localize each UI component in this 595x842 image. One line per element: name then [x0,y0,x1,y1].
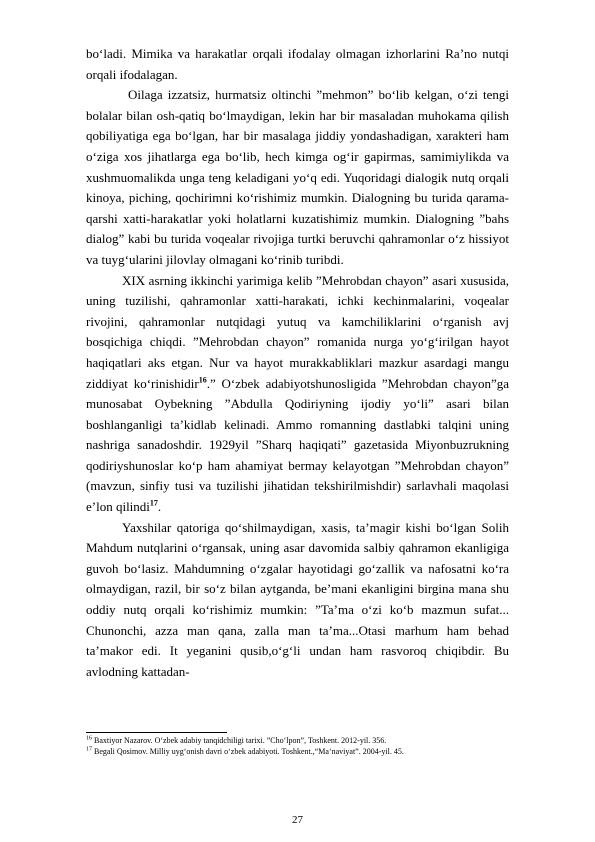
footnotes [86,735,509,757]
footnote-separator [86,732,227,733]
paragraph-text: XIX asrning ikkinchi yarimiga kelib ”Mehrobdan chayon” asari xususida, uning tuzilishi, qahramonlar xatti-harakati, ichki kechinmalarini, voqealar rivojini, qahramonlar nutqidagi yutuq va kamchiliklarini oʻrganish avj bosqichiga chiqdi. ”Mehrobdan chayon” romanida nurga yoʻgʻirilgan hayot haqiqatlari aks etgan. Nur va hayot murakkabliklari mazkur asardagi mangu ziddiyat koʻrinishidir [86,272,509,391]
body-text [86,44,509,682]
footnote-ref[interactable]: 17 [149,498,158,508]
paragraph: Yaxshilar qatoriga qoʻshilmaydigan, xasis, ta’magir kishi boʻlgan Solih Mahdum nutqlarini oʻrgansak, uning asar davomida salbiy qahramon ekanligiga guvoh boʻlasiz. Mahdumning oʻzgalar hayotidagi goʻzallik va nafosatni koʻra olmaydigan, razil, bir soʻz bilan aytganda, be’mani ekanligini birgina mana shu oddiy nutq orqali koʻrishimiz mumkin: ”Ta’ma oʻzi koʻb mazmun sufat... Chunonchi, azza man qana, zalla man ta’ma...Otasi marhum ham behad ta’makor edi. It yeganini qusib,oʻgʻli undan ham rasvoroq chiqibdir. Bu avlodning kattadan- [86,519,509,679]
footnote [86,735,509,746]
footnote-number: 17 [86,746,92,753]
page-number: 27 [292,814,303,826]
paragraph [86,271,509,518]
paragraph: boʻladi. Mimika va harakatlar orqali ifodalay olmagan izhorlarini Ra’no nutqi orqali ifodalagan. [86,46,509,82]
footnote-text: Baxtiyor Nazarov. Oʻzbek adabiy tanqidchiligi tarixi. ”Choʻlpon”, Toshkent. 2012-yil. 356. [94,736,387,745]
footnote-ref[interactable]: 16 [198,375,207,385]
paragraph-text: .” Oʻzbek adabiyotshunosligida ”Mehrobdan chayon”ga munosabat Oybekning ”Abdulla Qodiriyning ijodiy yoʻli” asari bilan boshlanganligi ta’kidlab kelinadi. Ammo romanning dastlabki talqini uning nashriga sanadoshdir. 1929yil ”Sharq haqiqati” gazetasida Miyonbuzrukning qodiriyshunoslar koʻp ham ahamiyat bermay kelayotgan ”Mehrobdan chayon” (mavzun, sinfiy tusi va tuzilishi jihatidan tekshirilmishdir) sarlavhali maqolasi e’lon qilindi [86,375,509,515]
footnote [86,746,509,757]
footnote-text: Begali Qosimov. Milliy uygʻonish davri oʻzbek adabiyoti. Toshkent.,“Maʻnaviyat”. 2004-yil. 45. [94,747,404,756]
paragraph: Oilaga izzatsiz, hurmatsiz oltinchi ”mehmon” boʻlib kelgan, oʻzi tengi bolalar bilan osh-qatiq boʻlmaydigan, lekin har bir masaladan muhokama qilish qobiliyatiga ega boʻlgan, har bir masalaga jiddiy yondashadigan, xarakteri ham oʻziga xos jihatlarga ega boʻlib, hech kimga ogʻir gapirmas, samimiylikda va xushmuomalikda unga teng keladigani yoʻq edi. Yuqoridagi dialogik nutq orqali kinoya, piching, qochirimni koʻrishimiz mumkin. Dialogning bu turida qarama-qarshi xatti-harakatlar yoki holatlarni kuzatishimiz mumkin. Dialogning ”bahs dialog” kabi bu turida voqealar rivojiga turtki beruvchi qahramonlar oʻz hissiyot va tuygʻularini jilovlay olmagani koʻrinib turibdi. [86,87,509,267]
paragraph-text: . [157,499,162,515]
footnote-number: 16 [86,735,92,742]
